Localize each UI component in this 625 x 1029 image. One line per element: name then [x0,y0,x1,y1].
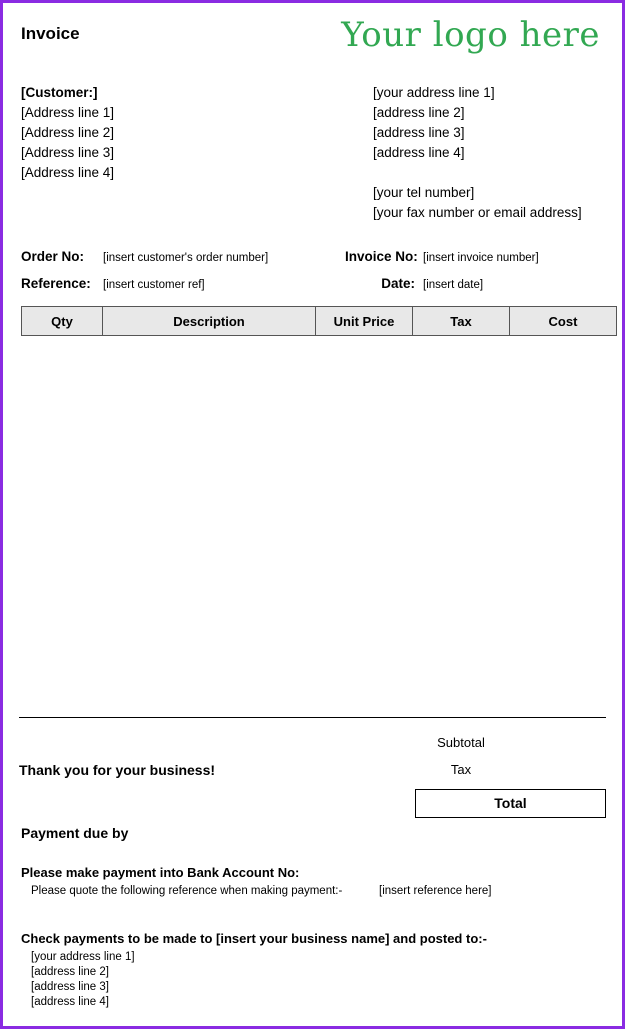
order-no-label: Order No: [21,249,85,264]
date-label: Date: [381,276,415,291]
invoice-no-label: Invoice No: [345,249,418,264]
total-row [19,789,606,818]
postal-address-line-3: [address line 3] [31,981,109,993]
reference-label: Reference: [21,276,91,291]
sender-address-line-3: [address line 3] [373,125,465,140]
reference-placeholder[interactable]: [insert reference here] [379,885,492,897]
column-header-description: Description [103,307,316,336]
payment-section [21,825,606,1010]
postal-address-line-2: [address line 2] [31,966,109,978]
sender-tel: [your tel number] [373,185,475,200]
sender-fax-email: [your fax number or email address] [373,205,582,220]
column-header-tax: Tax [413,307,510,336]
invoice-no-value[interactable]: [insert invoice number] [423,252,539,264]
date-value[interactable]: [insert date] [423,279,484,291]
subtotal-label: Subtotal [437,735,485,750]
postal-address-line-4: [address line 4] [31,996,109,1008]
order-no-value[interactable]: [insert customer's order number] [103,252,269,264]
totals-divider [19,717,606,718]
items-header-row [22,307,617,336]
reference-row [21,276,606,294]
address-section [21,83,606,223]
page-title: Invoice [21,24,80,43]
subtotal-row [19,729,606,756]
customer-address-line-1: [Address line 1] [21,105,115,120]
tax-row [19,756,606,783]
thanks-message: Thank you for your business! [19,761,216,778]
quote-reference-text: Please quote the following reference when making payment:- [31,885,343,897]
order-row [21,249,606,267]
reference-value[interactable]: [insert customer ref] [103,279,205,291]
totals-section [19,729,606,818]
invoice-meta [21,249,606,294]
total-spacer [19,789,415,818]
column-header-unit-price: Unit Price [316,307,413,336]
invoice-header [21,15,606,61]
customer-address-line-4: [Address line 4] [21,165,115,180]
column-header-qty: Qty [22,307,103,336]
address-spacer [373,163,606,183]
items-table [21,306,617,336]
customer-address-line-3: [Address line 3] [21,145,115,160]
postal-address-block [21,950,606,1010]
postal-address-line-1: [your address line 1] [31,951,135,963]
bank-account-line: Please make payment into Bank Account No: [21,865,300,880]
customer-address-line-2: [Address line 2] [21,125,115,140]
check-payment-line: Check payments to be made to [insert your business name] and posted to:- [21,931,487,946]
total-label: Total [415,789,606,818]
column-header-cost: Cost [510,307,617,336]
sender-address-line-1: [your address line 1] [373,85,495,100]
company-logo: Your logo here [341,15,600,55]
payment-due-by: Payment due by [21,825,129,841]
quote-reference-row [21,885,606,897]
tax-label: Tax [450,762,472,777]
customer-label: [Customer:] [21,85,98,100]
sender-address-line-2: [address line 2] [373,105,465,120]
sender-address-block [373,83,606,223]
sender-address-line-4: [address line 4] [373,145,465,160]
customer-address-block [21,83,373,223]
